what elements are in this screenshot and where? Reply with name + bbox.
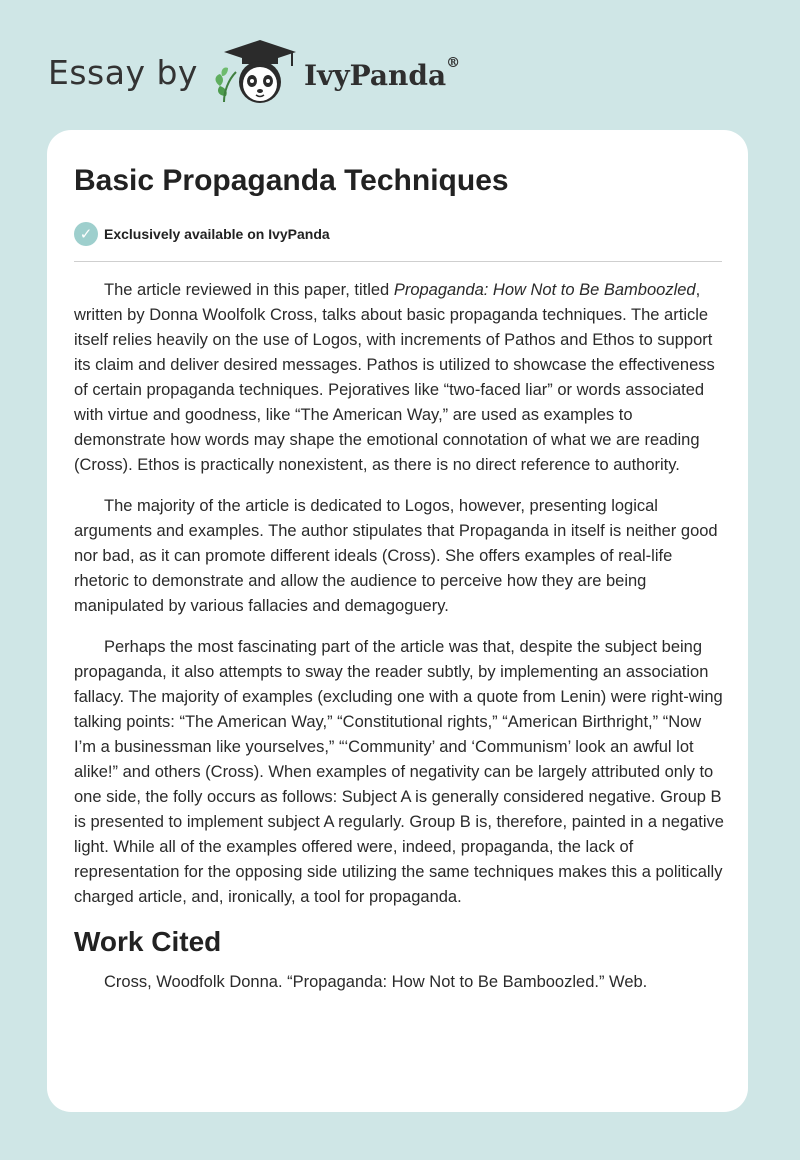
exclusive-badge [74, 222, 330, 246]
paragraph-1 [74, 278, 725, 478]
checkmark-icon: ✓ [74, 222, 98, 246]
essay-card [47, 130, 748, 1112]
essay-body [74, 278, 725, 995]
page-title: Basic Propaganda Techniques [74, 164, 509, 197]
paragraph-2: The majority of the article is dedicated to Logos, however, presenting logical arguments and examples. The author stipulates that Propaganda in itself is neither good nor bad, as it can promote different ideals (Cross). She offers examples of real-life rhetoric to demonstrate and allow the audience to perceive how they are being manipulated by various fallacies and demagoguery. [74, 497, 718, 615]
paragraph-3: Perhaps the most fascinating part of the article was that, despite the subject being propaganda, it also attempts to sway the reader subtly, by implementing an association fallacy. The majority of examples (excluding one with a quote from Lenin) were right-wing talking points: “The American Way,” “Constitutional rights,” “American Birthright,” “Now I’m a businessman like yourselves,” “‘Community’ and ‘Communism’ look an awful lot alike!” and others (Cross). When examples of negativity can be largely attributed only to one side, the folly occurs as follows: Subject A is generally considered negative. Group B is presented to implement subject A regularly. Group B is, therefore, painted in a negative light. While all of the examples offered were, indeed, propaganda, the lack of representation for the opposing side utilizing the same techniques makes this a politically charged article, and, ironically, a tool for propaganda. [74, 638, 724, 906]
divider [74, 261, 722, 262]
brand-text: IvyPanda [303, 58, 447, 92]
paragraph-1-rest: , written by Donna Woolfolk Cross, talks about basic propaganda techniques. The article itself relies heavily on the use of Logos, with increments of Pathos and Ethos to support its claim and deliver desired messages. Pathos is utilized to showcase the effectiveness of certain propaganda techniques. Pejoratives like “two-faced liar” or words associated with virtue and goodness, like “The American Way,” are used as examples to demonstrate how words may shape the emotional connotation of what we are reading (Cross). Ethos is practically nonexistent, as there is no direct reference to authority. [74, 281, 715, 474]
panda-logo-icon[interactable] [206, 36, 302, 108]
site-header [48, 36, 460, 108]
registered-mark: ® [446, 54, 461, 71]
exclusive-badge-label: Exclusively available on IvyPanda [104, 226, 330, 242]
essay-by-label: Essay by [48, 52, 198, 92]
paragraph-1-intro: The article reviewed in this paper, titled [104, 281, 394, 299]
brand-name[interactable] [303, 54, 461, 92]
article-title-italic: Propaganda: How Not to Be Bamboozled [393, 281, 696, 299]
works-cited-heading: Work Cited [74, 926, 222, 957]
citation-entry: Cross, Woodfolk Donna. “Propaganda: How Not to Be Bamboozled.” Web. [104, 973, 648, 991]
